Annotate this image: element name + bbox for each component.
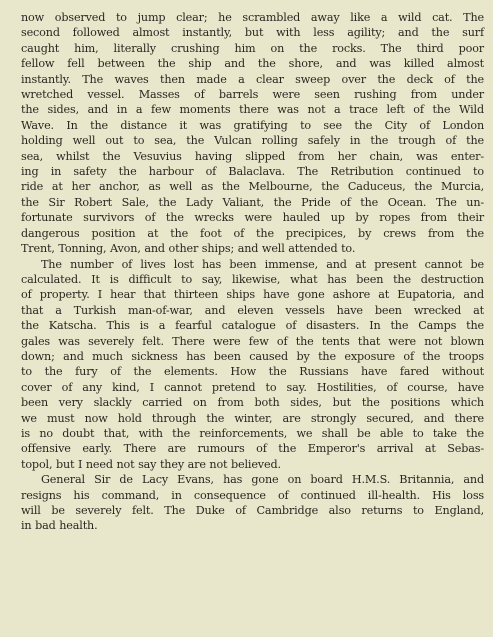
text-line: caught him, literally crushing him on the rocks. The third poor xyxy=(21,41,484,55)
text-line: topol, but I need not say they are not believed. xyxy=(21,457,281,471)
text-line: holding well out to sea, the Vulcan rolling safely in the trough of the xyxy=(21,134,484,148)
text-line: The number of lives lost has been immense, and at present cannot be xyxy=(41,257,484,271)
text-line: General Sir de Lacy Evans, has gone on board H.M.S. Britannia, and xyxy=(41,473,484,487)
paragraph-2 xyxy=(21,257,484,473)
text-line: now observed to jump clear; he scrambled away like a wild cat. The xyxy=(21,11,484,24)
text-line: to the fury of the elements. How the Russians have fared without xyxy=(21,365,484,379)
text-line: sea, whilst the Vesuvius having slipped from her chain, was enter- xyxy=(21,149,484,163)
text-line: the Sir Robert Sale, the Lady Valiant, the Pride of the Ocean. The un- xyxy=(21,195,484,209)
text-line: offensive early. There are rumours of the Emperor's arrival at Sebas- xyxy=(21,442,484,456)
text-line: down; and much sickness has been caused by the exposure of the troops xyxy=(21,349,484,363)
text-line: the Katscha. This is a fearful catalogue of disasters. In the Camps the xyxy=(21,319,484,333)
text-line: will be severely felt. The Duke of Cambridge also returns to England, xyxy=(21,504,484,517)
text-line: Trent, Tonning, Avon, and other ships; and well attended to. xyxy=(21,242,356,256)
text-line: we must now hold through the winter, are strongly secured, and there xyxy=(21,411,484,425)
text-line: Wave. In the distance it was gratifying to see the City of London xyxy=(21,118,484,132)
text-line: second followed almost instantly, but with less agility; and the surf xyxy=(21,26,484,40)
text-line: resigns his command, in consequence of continued ill-health. His loss xyxy=(21,488,484,502)
text-line: instantly. The waves then made a clear sweep over the deck of the xyxy=(21,72,484,86)
text-line: gales was severely felt. There were few of the tents that were not blown xyxy=(21,334,484,348)
text-line: fellow fell between the ship and the shore, and was killed almost xyxy=(21,57,484,71)
text-line: that a Turkish man-of-war, and eleven vessels have been wrecked at xyxy=(21,303,484,317)
text-line: cover of any kind, I cannot pretend to say. Hostilities, of course, have xyxy=(21,380,484,394)
text-line: calculated. It is difficult to say, likewise, what has been the destruction xyxy=(21,272,484,286)
paragraph-3 xyxy=(21,472,484,534)
text-line: ing in safety the harbour of Balaclava. The Retribution continued to xyxy=(21,165,484,179)
text-line: in bad health. xyxy=(21,519,98,533)
text-line: wretched vessel. Masses of barrels were seen rushing from under xyxy=(21,88,484,102)
text-line: dangerous position at the foot of the precipices, by crews from the xyxy=(21,226,484,240)
text-line: ride at her anchor, as well as the Melbourne, the Caduceus, the Murcia, xyxy=(21,180,484,194)
paragraph-1 xyxy=(21,10,484,257)
text-line: been very slackly carried on from both sides, but the positions which xyxy=(21,396,484,410)
text-line: is no doubt that, with the reinforcements, we shall be able to take the xyxy=(21,426,484,440)
text-line: the sides, and in a few moments there was not a trace left of the Wild xyxy=(21,103,484,117)
text-line: fortunate survivors of the wrecks were hauled up by ropes from their xyxy=(21,211,484,225)
text-line: of property. I hear that thirteen ships have gone ashore at Eupatoria, and xyxy=(21,288,484,302)
